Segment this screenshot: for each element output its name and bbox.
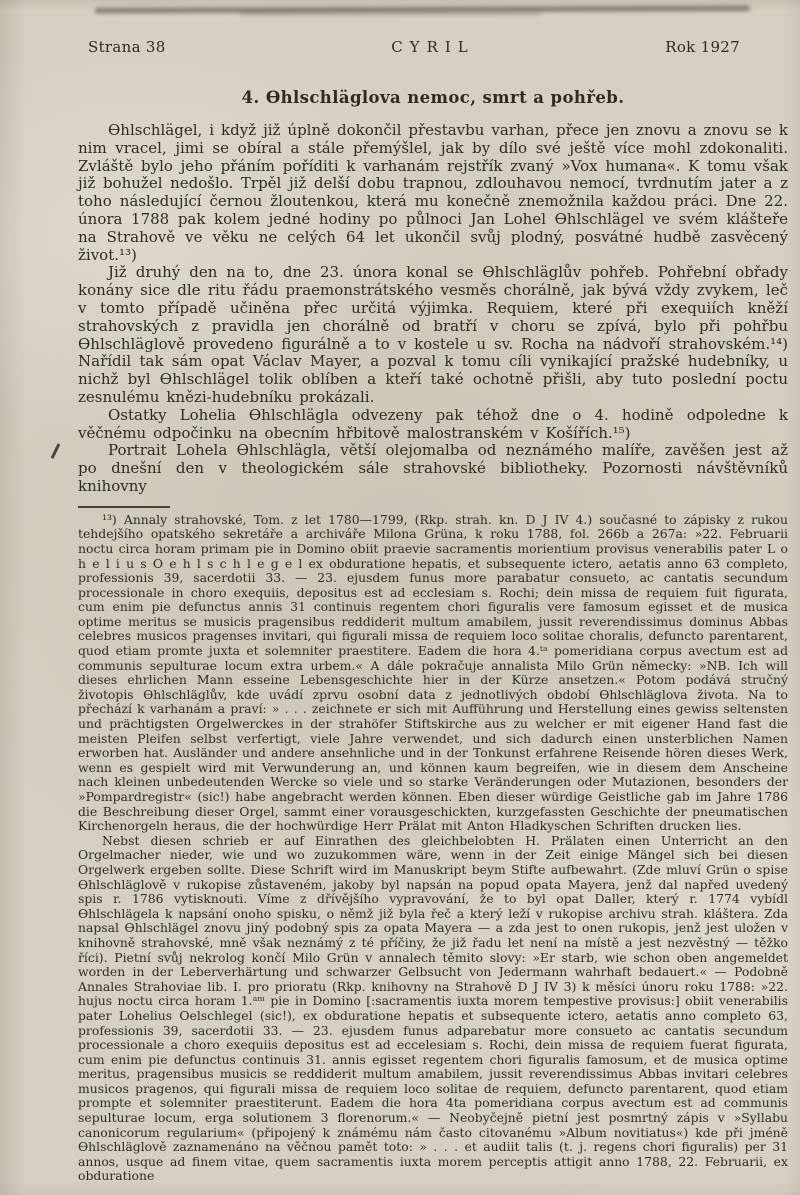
handwritten-margin-mark [51,443,60,458]
footnote-paragraph: Nebst diesen schrieb er auf Einrathen des gleichbelobten H. Prälaten einen Unterricht an den Orgelmacher nieder, wie und wo zuzukommen wäre, wenn in der Zeit einige Mängel sich bei diesen Orgelwerk ergeben sollte. Diese Schrift wird im Manuskript beym Stifte aufbewahrt. (Zde mluví Grün o spise Ɵhlschläglově v rukopise zůstaveném, jakoby byl napsán na popud opata Mayera, jenž dal napřed uvedený spis r. 1786 vytisknouti. Víme z dřívějšího vypravování, že to byl opat Daller, který r. 1774 vybídl Ɵhlschlägela k napsání onoho spisku, o němž již byla řeč a který leží v rukopise archivu strah. kláštera. Zda napsal Ɵhlschlägel znovu jiný podobný spis za opata Mayera — a zda jest to onen rukopis, jenž jest uložen v knihovně strahovské, mně však neznámý z té příčiny, že již řadu let není na místě a jest nezvěstný — těžko říci). Pietní svůj nekrolog končí Milo Grün v annalech těmito slovy: »Er starb, wie schon oben angemeldet worden in der Leberverhärtung und schwarzer Gelbsucht von Jedermann wahrhaft bedauert.« — Podobně Annales Strahoviae lib. I. pro prioratu (Rkp. knihovny na Strahově D J IV 3) k měsíci únoru roku 1788: »22. hujus noctu circa horam 1.ᵃᵐ pie in Domino [:sacramentis iuxta morem tempestive provisus:] obiit venerabilis pater Lohelius Oelschlegel (sic!), ex obduratione hepatis et subsequente ictero, aetatis anno completo 63, professionis 39, sacerdotii 33. — 23. ejusdem funus adparebatur more consueto ac cantatis secundum processionale a choro exequiis depositus est ad eccelesiam s. Rochi, dein missa de requiem fuerat figurata, cum enim pie defunctus continuis 31. annis egisset regentem chori figuralis famosum, et de musica optime meritus, pragensibus musicis se reddiderit multum amabilem, jussit reverendissimus Abbas invitari celebres musicos pragenos, qui figurali missa de requiem loco solitae de requiem, defuncto parentarent, quod etiam prompte et solemniter praestiterunt. Eadem die hora 4ta pomeridiana corpus avectum est ad communis sepulturae locum, erga solutionem 3 florenorum.« — Neobyčejně pietní jest posmrtný zápis v »Syllabu canonicorum regularium« (připojený k známému nám často citovanému »Album novitiatus«) kde při jméně Ɵhlschläglově zaznamenáno na věčnou pamět toto: » . . . et audiit talis (t. j. regens chori figuralis) per 31 annos, usque ad finem vitae, quem sacramentis iuxta morem perceptis attigit anno 1788, 22. Februarii, ex obduratione [78,832,788,1184]
scan-artifact-top-smudge-light [240,12,540,15]
page-content [78,38,788,1184]
section-title: 4. Ɵhlschläglova nemoc, smrt a pohřeb. [241,88,625,107]
article-body [78,122,788,496]
body-paragraph: Ɵhlschlägel, i když již úplně dokončil přestavbu varhan, přece jen znovu a znovu se k nim vracel, jimi se obíral a stále přemýšlel, jak by dílo své ještě více mohl zdokonaliti. Zvláště bylo jeho přáním poříditi k varhanám rejstřík zvaný »Vox humana«. K tomu však již bohužel nedošlo. Trpěl již delší dobu trapnou, zdlouhavou nemocí, tvrdnutím jater a z toho následující černou žloutenkou, která mu konečně znemožnila každou práci. Dne 22. února 1788 pak kolem jedné hodiny po půlnoci Jan Lohel Ɵhlschlägel ve svém klášteře na Strahově ve věku ne celých 64 let ukončil svůj plodný, posvátné hudbě zasvěcený život.¹³) [78,121,788,264]
body-paragraph: Portrait Lohela Ɵhlschlägla, větší olejomalba od neznámého malíře, zavěšen jest až po dnešní den v theologickém sále strahovské bibliotheky. Pozornosti návštěvníků knihovny [78,441,788,495]
body-paragraph: Již druhý den na to, dne 23. února konal se Ɵhlschläglův pohřeb. Pohřební obřady konány sice dle ritu řádu praemonstrátského vesměs chorálně, jak bývá vždy zvykem, leč v tomto případě učiněna přec určitá výjimka. Requiem, které při exequiích kněží strahovských z pravidla jen chorálně od bratří v choru se zpívá, bylo při pohřbu Ɵhlschläglově provedeno figurálně a to v kostele u sv. Rocha na nádvoří strahovském.¹⁴) Nařídil tak sám opat Václav Mayer, a pozval k tomu cíli vynikající pražské hudebníky, u nichž byl Ɵhlschlägel tolik oblíben a kteří také ochotně přišli, aby tuto poslední poctu zesnulému knězi-hudebníku prokázali. [78,263,788,406]
footnote-separator [78,506,170,508]
footnote-block [78,513,788,1184]
header-journal-title: CYRIL [391,38,475,56]
body-paragraph: Ostatky Lohelia Ɵhlschlägla odvezeny pak téhož dne o 4. hodině odpoledne k věčnému odpočinku na obecním hřbitově malostranském v Košířích.¹⁵) [78,405,788,442]
running-header [78,38,788,56]
header-year: Rok 1927 [665,38,740,56]
footnote-paragraph: ¹³) Annaly strahovské, Tom. z let 1780—1799, (Rkp. strah. kn. D J IV 4.) současné to zápisky z rukou tehdejšího opatského sekretáře a archiváře Milona Grüna, k roku 1788, fol. 266b a 267a: »22. Februarii noctu circa horam primam pie in Domino obiit praevie sacramentis morientium provisus venerabilis pater L o h e l i u s O e h l s c h l e g e l ex obduratione hepatis, et subsequente ictero, aetatis anno 63 completo, professionis 39, sacerdotii 33. — 23. ejusdem funus more parabatur consueto, ac cantatis secundum processionale in choro exequiis, depositus est ad ecclesiam s. Rochi; dein missa de requiem fuit figurata, cum enim pie defunctus annis 31 continuis regentem chori figuralis vere famosum egisset et de musica optime meritus se musicis pragensibus reddiderit multum amabilem, jussit reverendissimus dominus Abbas celebres musicos pragenses invitari, qui figurali missa de requiem loco solitae choralis, defuncto parentarent, quod etiam promte juxta et solemniter praestitere. Eadem die hora 4.ᵗᵃ pomeridiana corpus avectum est ad communis sepulturae locum extra urbem.« A dále pokračuje annalista Milo Grün německy: »NB. Ich will dieses ehrlichen Mann esseine Lebensgeschichte hier in der Kürze ansetzen.« Potom podává stručný životopis Ɵhlschläglův, kde uvádí zprvu osobní data z jednotlivých období Ɵhlschläglova života. Na to přechází k varhanám a praví: » . . . zeichnete er sich mit Aufführung und Herstellung eines gewiss seltensten und prächtigsten Orgelwerckes in der strahöfer Stiftskirche aus zu welcher er mit eigener Hand fast die meisten Pleifen selbst verfertigt, viele Jahre verwendet, und sich dadurch einen unsterblichen Namen erworben hat. Ausländer und andere ansehnliche und in der Tonkunst erfahrene Reisende hören dieses Werk, wenn es gespielt wird mit Verwunderung an, und können kaum begreifen, wie in diesem dem Anscheine nach kleinen unbedeutenden Wercke so viele und so starke Veränderungen oder Mutazionen, besonders der »Pompardregistr« (sic!) habe angebracht werden können. Eben dieser würdige Geistliche gab im Jahre 1786 die Beschreibung dieser Orgel, sammt einer vorausgeschickten, kurzgefassten Geschichte der pneumatischen Kirchenorgeln heraus, die der hochwürdige Herr Prälat mit Anton Hladkyschen Schriften drucken lies. [78,511,788,834]
header-page-number: Strana 38 [88,38,166,56]
